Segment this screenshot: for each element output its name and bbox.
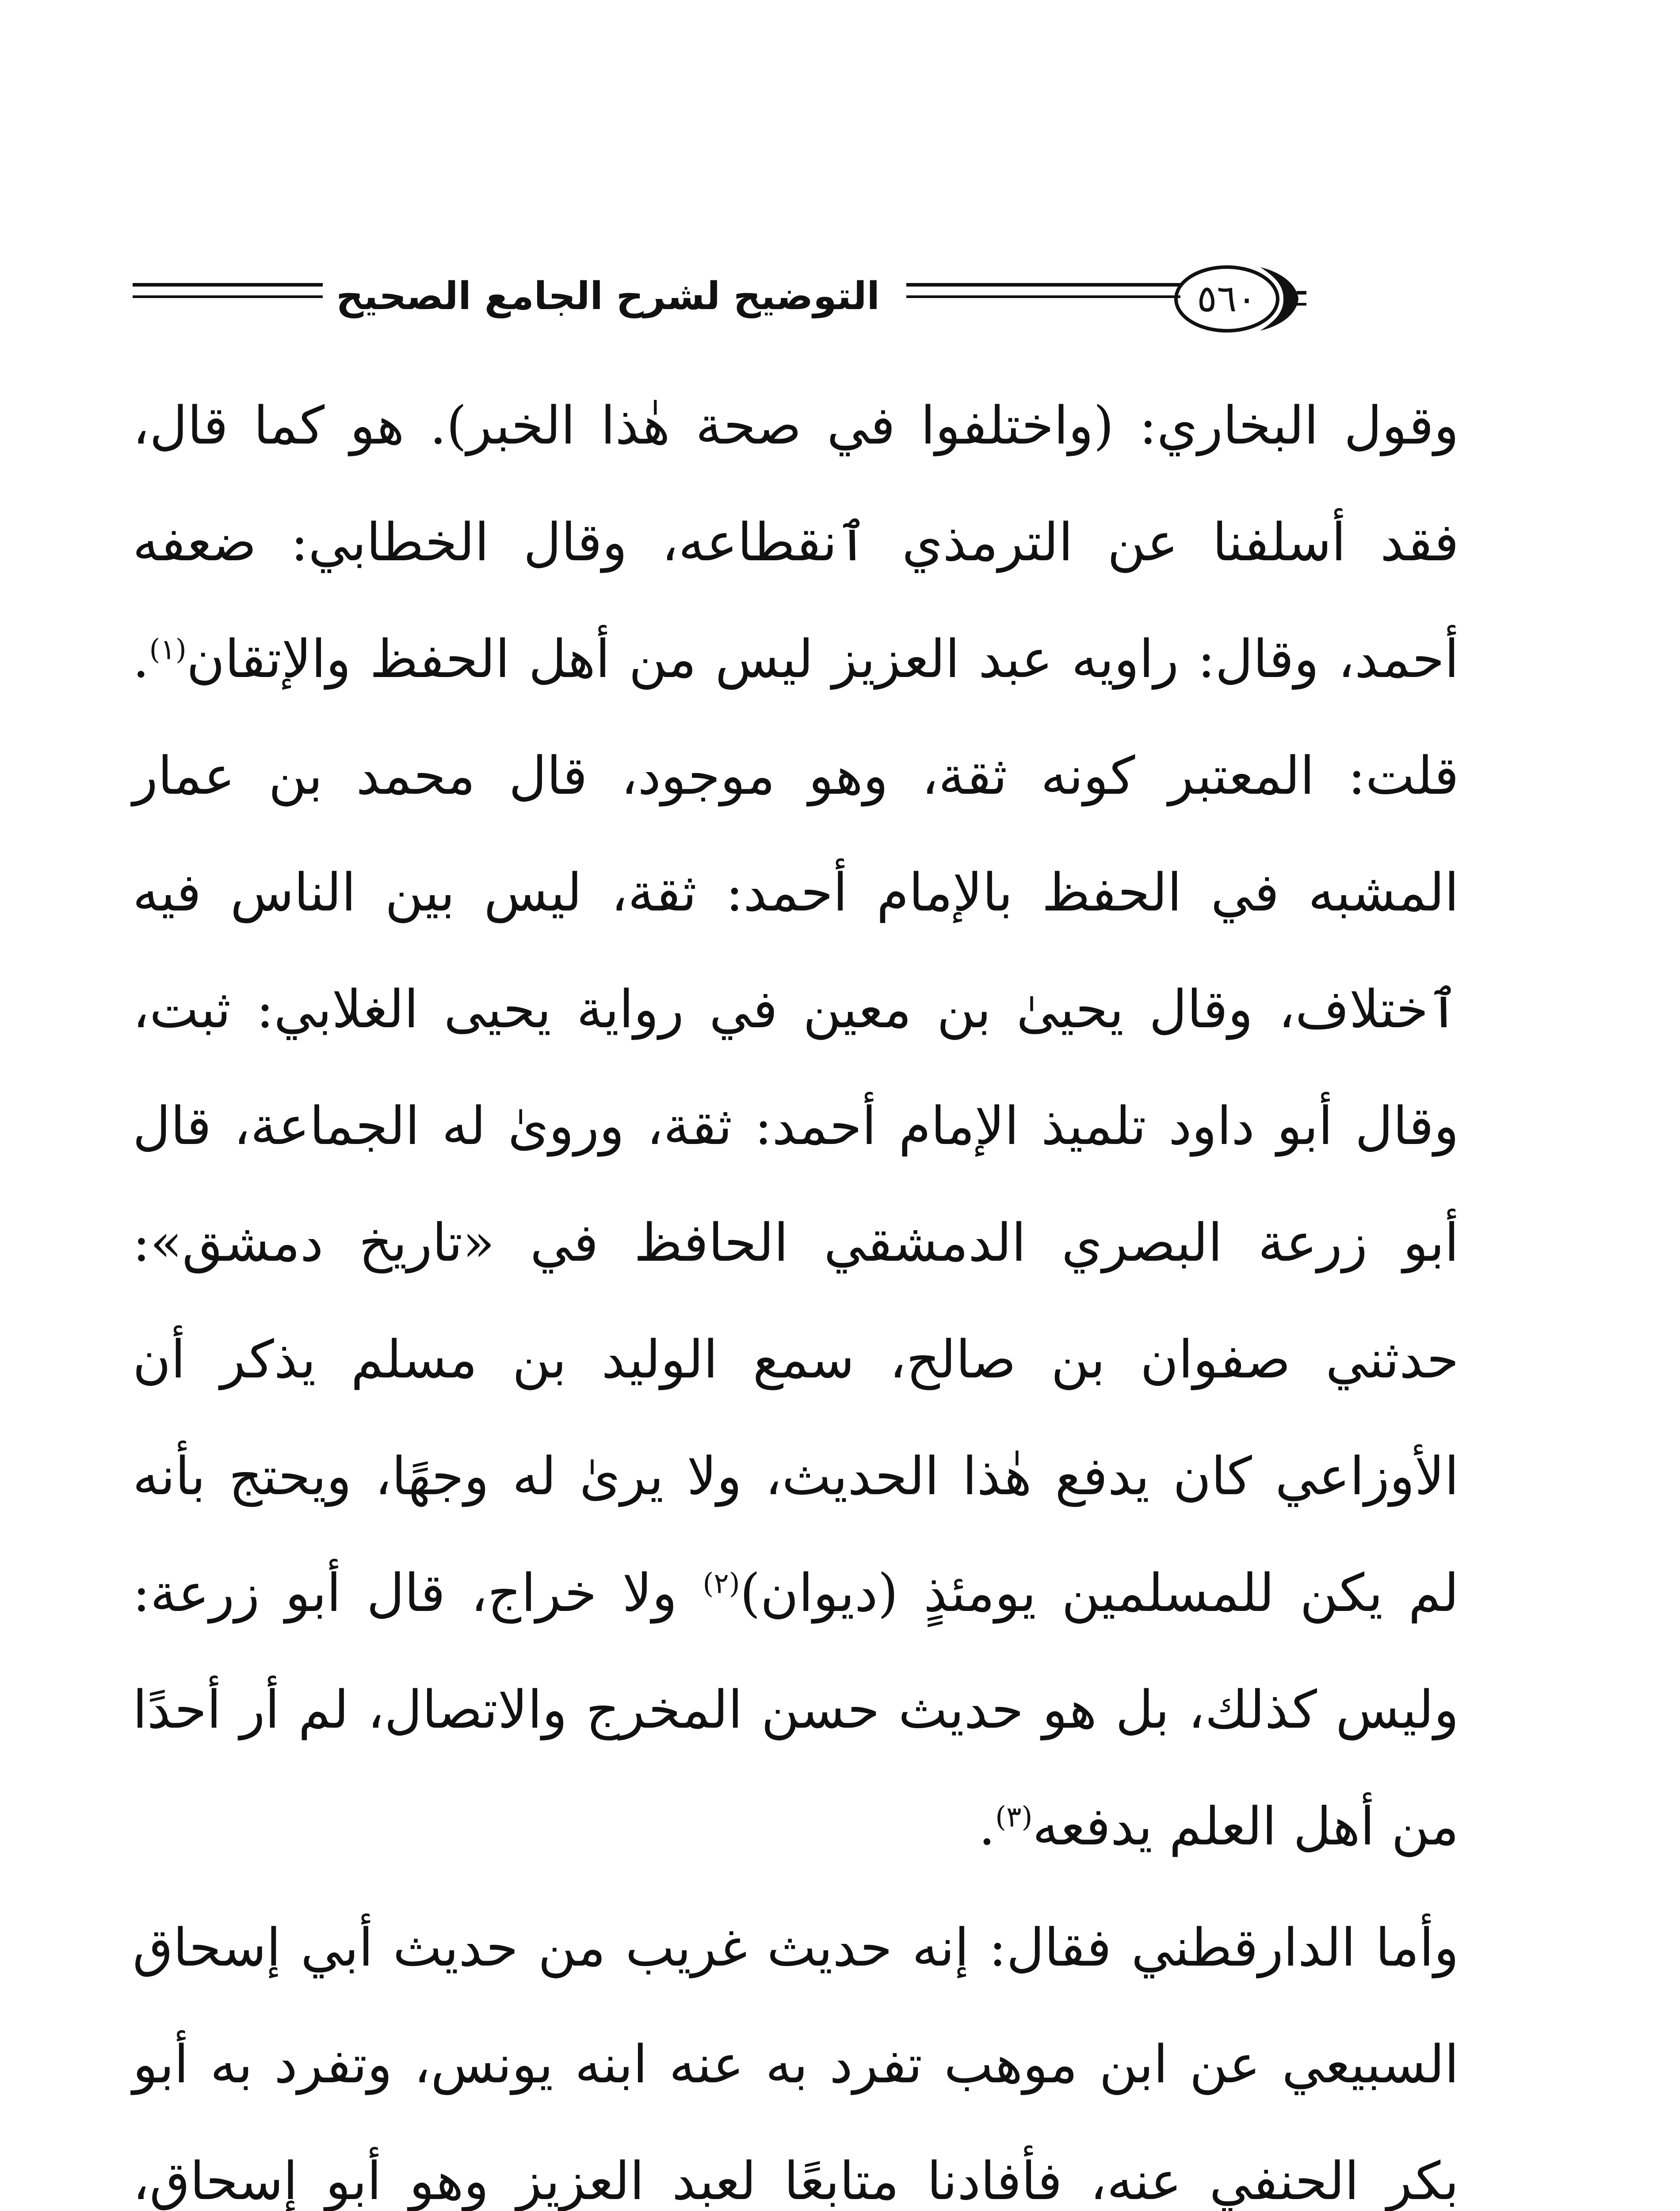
header-rule-middle-top <box>906 283 1180 287</box>
header-rule-left-bottom <box>133 295 323 298</box>
book-title: التوضيح لشرح الجامع الصحيح <box>336 274 880 318</box>
header-rule-left-top <box>133 283 323 287</box>
paragraph-1-part-d: . <box>978 1796 996 1857</box>
paragraph-2: وأما الدارقطني فقال: إنه حديث غريب من حديث أبي إسحاق السبيعي عن ابن موهب تفرد به عنه ابنه يونس، وتفرد به أبو بكر الحنفي عنه، فأفادنا متابعًا لعبد العزيز وهو أبو إسحاق، <box>133 1917 1459 2211</box>
paragraph-1-part-c: ولا خراج، قال أبو زرعة: وليس كذلك، بل هو حديث حسن المخرج والاتصال، لم أر أحدًا من أهل العلم يدفعه <box>133 1562 1459 1857</box>
paragraph-1 <box>133 367 1459 1885</box>
running-header <box>133 261 1459 349</box>
page-number-badge <box>1169 256 1306 345</box>
footnote-ref-2[interactable]: (٢) <box>703 1567 740 1600</box>
page-number: ٥٦٠ <box>1197 277 1257 320</box>
paragraph-1-part-b: . قلت: المعتبر كونه ثقة، وهو موجود، قال محمد بن عمار المشبه في الحفظ بالإمام أحمد: ثقة، ليس بين الناس فيه ٱختلاف، وقال يحيىٰ بن معين في رواية يحيى الغلابي: ثبت، وقال أبو داود تلميذ الإمام أحمد: ثقة، ورویٰ له الجماعة، قال أبو زرعة البصري الدمشقي الحافظ في «تاريخ دمشق»: حدثني صفوان بن صالح، سمع الوليد بن مسلم يذكر أن الأوزاعي كان يدفع هٰذا الحديث، ولا يرىٰ له وجهًا، ويحتج بأنه لم يكن للمسلمين يومئذٍ (ديوان) <box>133 628 1459 1623</box>
footnote-ref-3[interactable]: (٣) <box>995 1801 1033 1834</box>
paragraph-1-part-a: وقول البخاري: (واختلفوا في صحة هٰذا الخبر). هو كما قال، فقد أسلفنا عن الترمذي ٱنقطاعه، وقال الخطابي: ضعفه أحمد، وقال: راويه عبد العزيز ليس من أهل الحفظ والإتقان <box>133 395 1459 689</box>
footnote-ref-1[interactable]: (١) <box>149 633 187 666</box>
header-rule-middle-bottom <box>906 295 1180 298</box>
main-text <box>133 367 1459 2211</box>
